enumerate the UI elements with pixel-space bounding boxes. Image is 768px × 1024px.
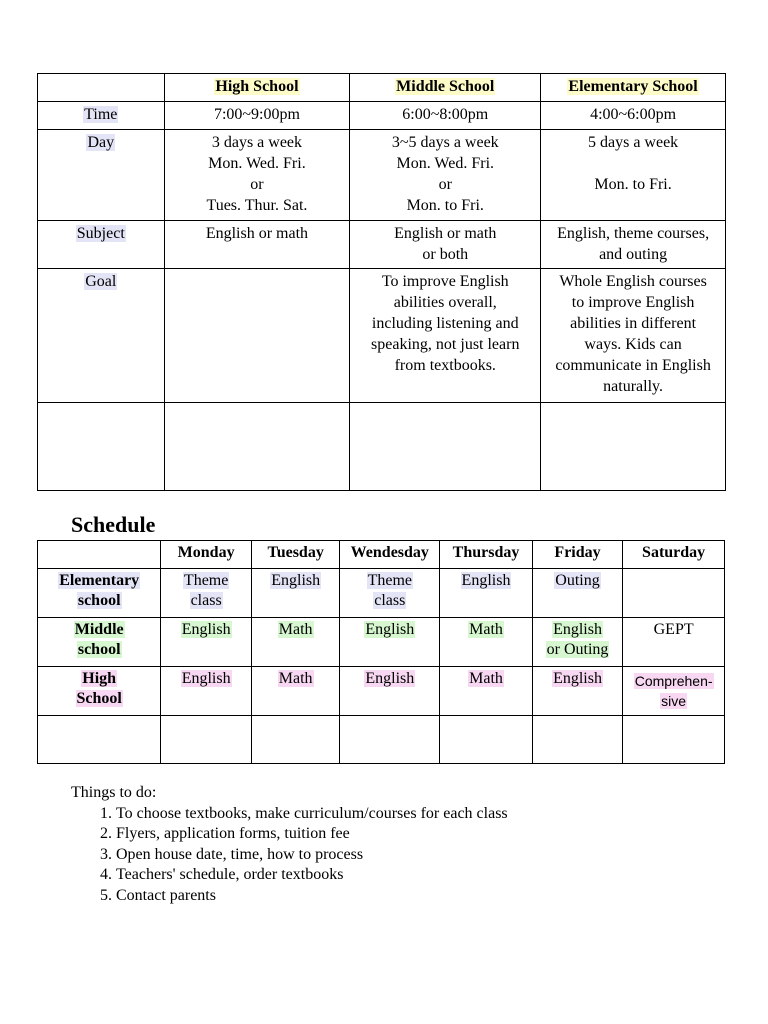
cell-line: To improve English (381, 273, 509, 290)
todo-item: 4. Teachers' schedule, order textbooks (116, 865, 508, 886)
overview-row-subject (38, 221, 726, 269)
elementary-friday (532, 569, 622, 618)
row-label-day (38, 130, 165, 221)
row-label-middle (38, 618, 161, 667)
cell-line: including listening and (371, 315, 519, 332)
row-label-elementary (38, 569, 161, 618)
schedule-row-middle (38, 618, 725, 667)
day-middle (350, 130, 541, 221)
row-label-goal-text: Goal (85, 273, 117, 290)
cell-line: 3~5 days a week (391, 134, 499, 151)
cell-line: or both (422, 246, 469, 263)
cell-line: Whole English courses (559, 273, 707, 290)
empty-cell (623, 716, 725, 764)
header-elementary-school-label: Elementary School (568, 78, 698, 95)
middle-monday (161, 618, 252, 667)
cell-line: or Outing (546, 641, 609, 658)
subject-middle (350, 221, 541, 269)
cell-line: Mon. to Fri. (594, 176, 672, 193)
empty-cell (532, 716, 622, 764)
high-wednesday (340, 667, 440, 716)
cell-line: English (461, 572, 511, 589)
cell-line: or (250, 176, 264, 193)
cell-line: and outing (599, 246, 668, 263)
cell-line: speaking, not just learn (371, 336, 520, 353)
elementary-tuesday (251, 569, 340, 618)
cell-line: 4:00~6:00pm (590, 106, 677, 123)
row-label-line: school (77, 641, 121, 658)
cell-line: 6:00~8:00pm (402, 106, 489, 123)
row-label-line: Middle (74, 621, 124, 638)
overview-table (37, 73, 726, 491)
cell-line (544, 153, 722, 174)
todo-item: 5. Contact parents (116, 886, 508, 907)
cell-line: English (553, 670, 602, 687)
cell-line: Outing (555, 572, 600, 589)
todo-title: Things to do: (71, 784, 157, 801)
cell-line: 3 days a week (211, 134, 303, 151)
cell-line: naturally. (603, 378, 663, 395)
empty-cell (340, 716, 440, 764)
cell-line: English (181, 621, 231, 638)
empty-cell (38, 403, 165, 491)
day-header-tuesday: Tuesday (251, 541, 340, 569)
cell-line: Math (469, 621, 503, 638)
empty-cell (164, 403, 350, 491)
schedule-empty-row (38, 716, 725, 764)
goal-elementary (541, 269, 726, 403)
row-label-line: Elementary (59, 572, 140, 589)
cell-line: to improve English (571, 294, 695, 311)
cell-line: Comprehen- (634, 673, 713, 689)
cell-line: English, theme courses, (557, 225, 710, 242)
row-label-time-text: Time (84, 106, 118, 123)
cell-line: Theme (183, 572, 229, 589)
row-label-line: school (77, 592, 121, 609)
schedule-row-high (38, 667, 725, 716)
schedule-table (37, 540, 725, 764)
cell-line: class (190, 592, 222, 609)
schedule-row-elementary (38, 569, 725, 618)
elementary-wednesday (340, 569, 440, 618)
row-label-line: High (82, 670, 117, 687)
overview-corner-cell (38, 74, 165, 102)
day-header-monday: Monday (161, 541, 252, 569)
cell-line: GEPT (653, 621, 694, 638)
overview-header-row (38, 74, 726, 102)
middle-friday (532, 618, 622, 667)
cell-line: English (365, 621, 415, 638)
cell-line: class (374, 592, 406, 609)
cell-line: English (181, 670, 231, 687)
goal-high (164, 269, 350, 403)
todo-item: 3. Open house date, time, how to process (116, 845, 508, 866)
elementary-saturday (623, 569, 725, 618)
middle-saturday (623, 618, 725, 667)
middle-thursday (440, 618, 533, 667)
high-tuesday (251, 667, 340, 716)
todo-item: 1. To choose textbooks, make curriculum/courses for each class (116, 804, 508, 825)
header-elementary-school (541, 74, 726, 102)
schedule-corner-cell (38, 541, 161, 569)
cell-line: sive (661, 693, 687, 709)
cell-line: Math (469, 670, 503, 687)
row-label-goal (38, 269, 165, 403)
time-high (164, 102, 350, 130)
row-label-day-text: Day (87, 134, 115, 151)
cell-line: Math (278, 621, 313, 638)
cell-line: 7:00~9:00pm (213, 106, 300, 123)
row-label-subject-text: Subject (76, 225, 125, 242)
overview-empty-row (38, 403, 726, 491)
middle-wednesday (340, 618, 440, 667)
day-header-thursday: Thursday (440, 541, 533, 569)
cell-line: Mon. Wed. Fri. (208, 155, 306, 172)
empty-cell (350, 403, 541, 491)
row-label-time (38, 102, 165, 130)
elementary-thursday (440, 569, 533, 618)
empty-cell (38, 716, 161, 764)
overview-row-day (38, 130, 726, 221)
high-friday (532, 667, 622, 716)
cell-line: Mon. Wed. Fri. (396, 155, 495, 172)
high-monday (161, 667, 252, 716)
empty-cell (251, 716, 340, 764)
todo-section (71, 783, 508, 907)
overview-row-goal (38, 269, 726, 403)
cell-line: communicate in English (555, 357, 711, 374)
cell-line: English (365, 670, 415, 687)
todo-list (71, 804, 508, 907)
day-header-wednesday: Wendesday (340, 541, 440, 569)
goal-middle (350, 269, 541, 403)
day-header-saturday: Saturday (623, 541, 725, 569)
header-middle-school-label: Middle School (396, 78, 495, 95)
empty-cell (440, 716, 533, 764)
cell-line: Tues. Thur. Sat. (206, 197, 308, 214)
cell-line: Theme (367, 572, 413, 589)
cell-line: or (438, 176, 452, 193)
cell-line: Mon. to Fri. (406, 197, 484, 214)
header-high-school (164, 74, 350, 102)
cell-line: abilities overall, (393, 294, 497, 311)
cell-line: English (271, 572, 321, 589)
day-high (164, 130, 350, 221)
cell-line: English or math (394, 225, 497, 242)
time-middle (350, 102, 541, 130)
schedule-header-row (38, 541, 725, 569)
empty-cell (161, 716, 252, 764)
high-saturday (623, 667, 725, 716)
cell-line: from textbooks. (394, 357, 496, 374)
overview-row-time (38, 102, 726, 130)
row-label-line: School (76, 690, 122, 707)
schedule-title: Schedule (71, 512, 156, 537)
high-thursday (440, 667, 533, 716)
cell-line: English or math (205, 225, 309, 242)
cell-line: ways. Kids can (584, 336, 682, 353)
header-middle-school (350, 74, 541, 102)
middle-tuesday (251, 618, 340, 667)
cell-line: English (553, 621, 602, 638)
header-high-school-label: High School (215, 78, 299, 95)
empty-cell (541, 403, 726, 491)
day-elementary (541, 130, 726, 221)
subject-high (164, 221, 350, 269)
elementary-monday (161, 569, 252, 618)
time-elementary (541, 102, 726, 130)
cell-line: 5 days a week (587, 134, 679, 151)
cell-line: abilities in different (570, 315, 697, 332)
row-label-subject (38, 221, 165, 269)
cell-line: Math (278, 670, 313, 687)
subject-elementary (541, 221, 726, 269)
day-header-friday: Friday (532, 541, 622, 569)
todo-item: 2. Flyers, application forms, tuition fee (116, 824, 508, 845)
row-label-high (38, 667, 161, 716)
